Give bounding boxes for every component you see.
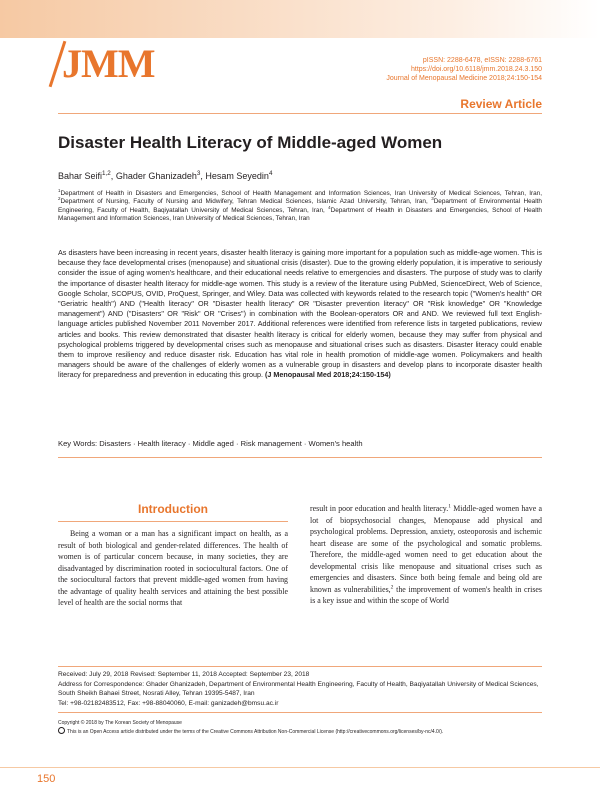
body-column-left: Being a woman or a man has a significant impact on health, as a result of both biological and gender-related differences. The health of women is of particular concern because, in many societies, they are disadvantaged by discrimination rooted in sociocultural factors. One of the sociocultural factors that prevent middle-aged women from having the advantage of quality health services and attaining the best possible level of health are the social norms that (58, 529, 288, 607)
keywords-label: Key Words: (58, 439, 98, 448)
divider (58, 521, 288, 522)
keywords (58, 439, 542, 448)
issn-line: pISSN: 2288-6478, eISSN: 2288-6761 (422, 57, 542, 64)
divider (58, 457, 542, 458)
body-column-right: result in poor education and health literacy.$^1$ Middle-aged women have a lot of biopsychosocial changes, Menopause add physical and psychological problems. Depression, anxiety, osteoporosis and ischemic heart disease are some of the psychological and somatic problems. Therefore, the middle-aged women need to get education about the developmental crisis like menopause and situational crises such as emergencies and disasters. Since both being female and being old are known as vulnerabilities,$^2$ the improvement of women's health in crises is a key issue and within the scope of World (310, 503, 542, 605)
author-name: Bahar Seifi (58, 171, 103, 181)
copyright-block (58, 719, 542, 736)
article-title: Disaster Health Literacy of Middle-aged Women (58, 133, 443, 152)
contact-line: Tel: +98-02182483512, Fax: +98-88040060, E-mail: ganizadeh@bmsu.ac.ir (58, 699, 279, 707)
divider (58, 666, 542, 667)
header-band (0, 0, 600, 38)
author-list: Bahar Seifi$^{1,2}$, Ghader Ghanizadeh$^3$, Hesam Seyedin$^4$ (58, 170, 273, 181)
correspondence: Address for Correspondence: Ghader Ghanizadeh, Department of Environmental Health Engineering, Faculty of Health, Baqiyatallah University of Medical Sciences, South Sheikh Bahaei Street, Nosrati Alley, Tehran 19395-5487, Iran (58, 680, 539, 698)
article-type: Review Article (460, 97, 542, 111)
author-name: Ghader Ghanizadeh (115, 171, 197, 181)
dates-line: Received: July 29, 2018 Revised: September 11, 2018 Accepted: September 23, 2018 (58, 671, 310, 678)
abstract-text: As disasters have been increasing in recent years, disaster health literacy is gaining more important for a population such as middle-age women. This is because they face developmental crises (menopause) and situational crisis (disaster). Due to the growing elderly population, it is imperative to seriously consider the issue of aging women's healthcare, and their educational needs relative to emergencies and disasters. The purpose of study was to clarify the importance of disaster health literacy for middle-age women. This study is a review of the literature using PubMed, ScienceDirect, Web of Science, Google Scholar, SCOPUS, OVID, ProQuest, Springer, and Wiley. Data was collected with keywords related to the research topic ("Women's health" OR "Geriatric health") AND ("Health literacy" OR "Disaster health literacy" OR "Disaster prevention literacy" OR "Risk knowledge" OR "Knowledge management") AND ("Disasters" OR "Risk" OR "Crises") in combination with the Boolean-operators OR and AND. We reviewed full text English-language articles published November 2011 November 2017. Additional references were identified from reference lists in targeted publications, review articles and books. This review demonstrated that disaster health literacy is critical for elderly women, because they may suffer from physical and psychological problems triggered by developmental crises such as menopause and situational crises such as disasters. Disaster literacy could enable them to improve resiliency and reduce disaster risk. Education has vital role in health promotion of middle-age women. Policymakers and health managers should be aware of the challenges of elderly women as a vulnerable group in disasters and develop plans to incorporate disaster health literacy for preparedness and prevention in educating this group. (58, 248, 542, 380)
doi-link[interactable]: https://doi.org/10.6118/jmm.2018.24.3.150 (410, 66, 542, 73)
abstract-citation: (J Menopausal Med 2018;24:150-154) (264, 370, 391, 380)
journal-citation: Journal of Menopausal Medicine 2018;24:150-154 (386, 75, 542, 82)
section-heading-introduction: Introduction (138, 502, 208, 516)
abstract (58, 248, 542, 381)
author-name: Hesam Seyedin (205, 171, 269, 181)
open-access-icon (58, 727, 65, 734)
license-line: This is an Open Access article distributed under the terms of the Creative Commons Attribution Non-Commercial License (http://creativecommons.org/licenses/by-nc/4.0/). (58, 727, 542, 736)
copyright-line: Copyright © 2018 by The Korean Society of Menopause (58, 720, 182, 726)
divider (58, 113, 542, 114)
journal-logo: JMM (62, 44, 155, 84)
article-info (58, 670, 542, 708)
page-number: 150 (37, 773, 56, 785)
keywords-list: Disasters · Health literacy · Middle aged · Risk management · Women's health (99, 439, 363, 448)
divider (58, 712, 542, 713)
affiliations: $^1$Department of Health in Disasters and Emergencies, School of Health Management and Information Sciences, Iran University of Medical Sciences, Tehran, Iran, $^2$Department of Nursing, Faculty of Nursing and Midwifery, Tehran Medical Sciences, Islamic Azad University, Tehran, Iran, $^3$Department of Environmental Health Engineering, Faculty of Health, Baqiyatallah University of Medical Sciences, Tehran, Iran, $^4$Department of Health in Disasters and Emergencies, School of Health Management and Information Sciences, Iran University of Medical Sciences, Tehran, Iran (58, 187, 542, 223)
footer-rule (0, 767, 600, 768)
journal-identifiers (386, 56, 542, 83)
